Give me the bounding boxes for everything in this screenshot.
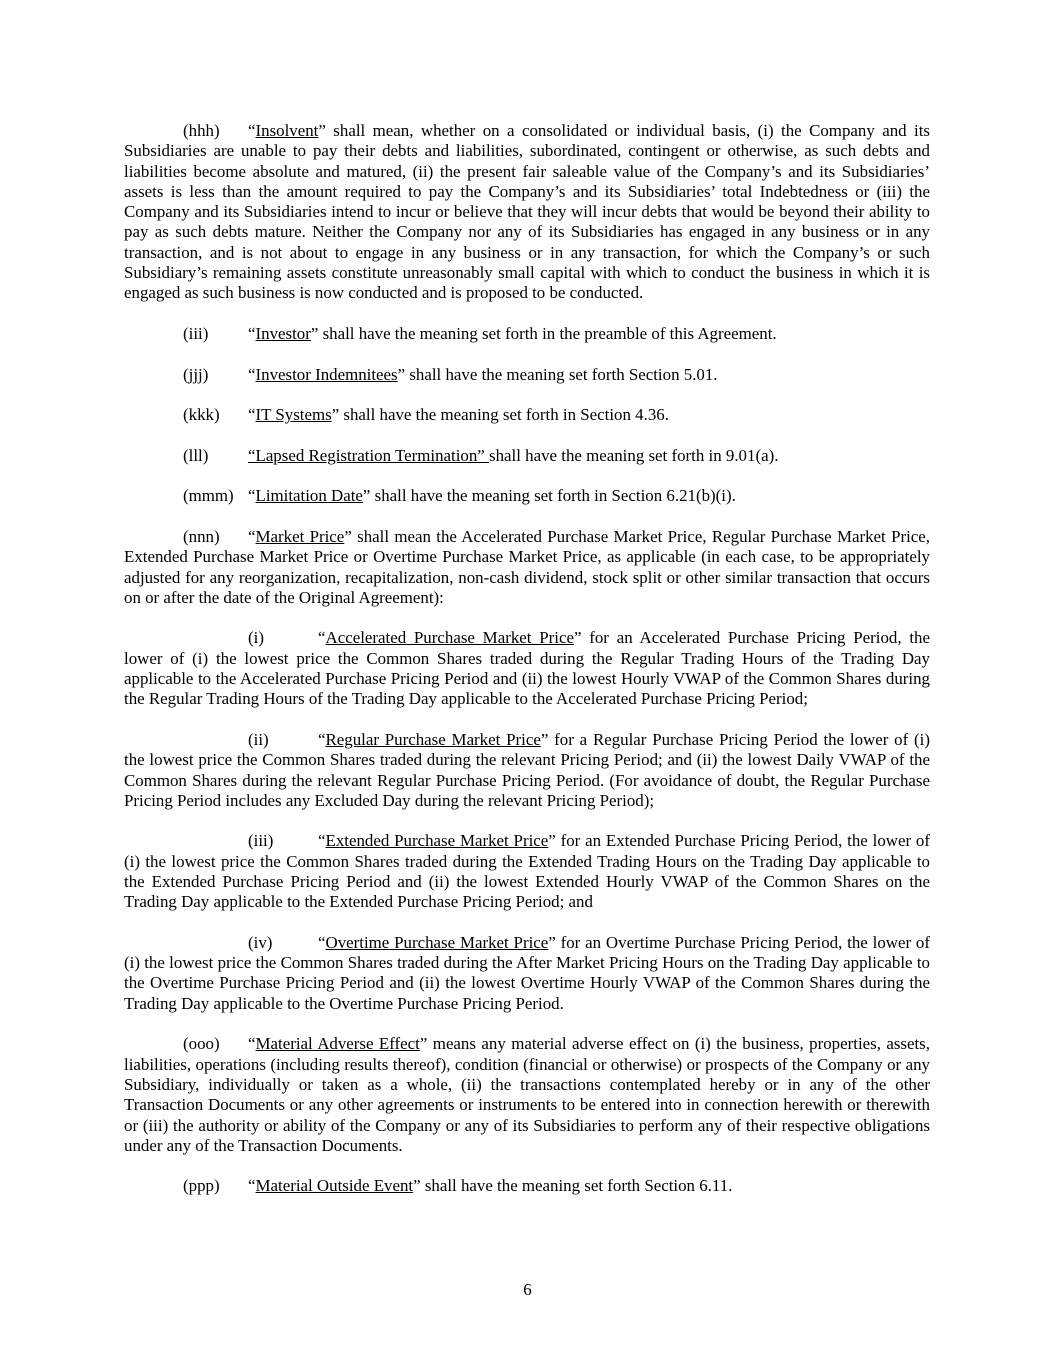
definition-label: (ppp) xyxy=(183,1176,220,1196)
definition-label: (lll) xyxy=(183,445,209,465)
open-quote: “ xyxy=(248,1034,256,1054)
definition-label: (kkk) xyxy=(183,405,220,425)
definition-mmm xyxy=(124,486,930,506)
definition-ppp xyxy=(124,1176,930,1196)
definition-kkk xyxy=(124,405,930,425)
subdefinition-iv xyxy=(124,933,930,1014)
definition-text: ” shall have the meaning set forth in Section 6.21(b)(i). xyxy=(362,486,736,506)
open-quote: “ xyxy=(248,526,256,546)
definition-label: (iii) xyxy=(183,323,209,343)
open-quote: “ xyxy=(248,405,256,425)
definition-hhh xyxy=(124,121,930,304)
definition-label: (nnn) xyxy=(183,526,220,546)
definition-label: (iii) xyxy=(248,831,274,851)
definition-text: ” for an Extended Purchase Pricing Period, the lower of (i) the lowest price the Common Shares traded during the Extended Trading Hours on the Trading Day applicable to the Extended Purchase Pricing Period and (ii) the lowest Extended Hourly VWAP of the Common Shares on the Trading Day applicable to the Extended Purchase Pricing Period; and xyxy=(124,831,931,912)
open-quote: “ xyxy=(318,729,326,749)
open-quote: “ xyxy=(248,323,256,343)
defined-term: Overtime Purchase Market Price xyxy=(325,932,549,952)
definition-text: ” shall have the meaning set forth Section 5.01. xyxy=(397,364,718,384)
definition-text: ” means any material adverse effect on (i) the business, properties, assets, liabilities, operations (including results thereof), condition (financial or otherwise) or prospects of the Company or any Subsidiary, individually or taken as a whole, (ii) the transactions contemplated hereby or in any of the other Transaction Documents or any other agreements or instruments to be entered into in connection herewith or therewith or (iii) the authority or ability of the Company or any of its Subsidiaries to perform any of their respective obligations under any of the Transaction Documents. xyxy=(124,1034,930,1155)
open-quote: “ xyxy=(318,932,326,952)
defined-term: Regular Purchase Market Price xyxy=(325,729,541,749)
open-quote: “ xyxy=(248,486,256,506)
definition-label: (ii) xyxy=(248,729,269,749)
definition-text: ” for an Accelerated Purchase Pricing Period, the lower of (i) the lowest price the Common Shares traded during the Regular Trading Hours of the Trading Day applicable to the Accelerated Purchase Pricing Period and (ii) the lowest Hourly VWAP of the Common Shares during the Regular Trading Hours of the Trading Day applicable to the Accelerated Purchase Pricing Period; xyxy=(124,628,930,709)
defined-term: “Lapsed Registration Termination” xyxy=(248,445,490,465)
defined-term: Investor xyxy=(255,323,311,343)
definition-label: (ooo) xyxy=(183,1034,220,1054)
defined-term: IT Systems xyxy=(255,405,332,425)
page-number: 6 xyxy=(523,1280,532,1299)
subdefinition-i xyxy=(124,628,930,709)
open-quote: “ xyxy=(318,831,326,851)
definition-label: (iv) xyxy=(248,932,273,952)
definition-text: ” shall have the meaning set forth Section 6.11. xyxy=(413,1176,733,1196)
definition-text: shall have the meaning set forth in 9.01(a). xyxy=(489,445,779,465)
defined-term: Investor Indemnitees xyxy=(255,364,398,384)
definition-label: (hhh) xyxy=(183,121,220,140)
defined-term: Insolvent xyxy=(255,121,319,140)
defined-term: Limitation Date xyxy=(255,486,363,506)
definition-iii xyxy=(124,324,930,344)
defined-term: Market Price xyxy=(255,526,345,546)
definition-label: (mmm) xyxy=(183,486,234,506)
definition-text: ” shall have the meaning set forth in the preamble of this Agreement. xyxy=(310,323,777,343)
open-quote: “ xyxy=(318,628,326,648)
open-quote: “ xyxy=(248,364,256,384)
open-quote: “ xyxy=(248,1176,256,1196)
defined-term: Accelerated Purchase Market Price xyxy=(325,628,574,648)
defined-term: Material Outside Event xyxy=(255,1176,414,1196)
definition-text: ” for a Regular Purchase Pricing Period the lower of (i) the lowest price the Common Shares traded during the relevant Pricing Period; and (ii) the lowest Daily VWAP of the Common Shares during the relevant Regular Purchase Pricing Period. (For avoidance of doubt, the Regular Purchase Pricing Period includes any Excluded Day during the relevant Pricing Period); xyxy=(124,729,930,810)
definition-text: ” shall mean, whether on a consolidated or individual basis, (i) the Company and its Subsidiaries are unable to pay their debts and liabilities, subordinated, contingent or otherwise, as such debts and liabilities become absolute and matured, (ii) the present fair saleable value of the Company’s and its Subsidiaries’ assets is less than the amount required to pay the Company’s and its Subsidiaries’ total Indebtedness or (iii) the Company and its Subsidiaries intend to incur or believe that they will incur debts that would be beyond their ability to pay as such debts mature. Neither the Company nor any of its Subsidiaries has engaged in any business or in any transaction, and is not about to engage in any business or in any transaction, for which the Company’s or such Subsidiary’s remaining assets constitute unreasonably small capital with which to conduct the business in which it is engaged as such business is now conducted and is proposed to be conducted. xyxy=(124,121,930,303)
definition-label: (jjj) xyxy=(183,364,209,384)
definition-ooo xyxy=(124,1034,930,1156)
definition-lll xyxy=(124,446,930,466)
definition-nnn xyxy=(124,527,930,608)
definition-label: (i) xyxy=(248,628,264,648)
definition-text: ” shall mean the Accelerated Purchase Market Price, Regular Purchase Market Price, Extended Purchase Market Price or Overtime Purchase Market Price, as applicable (in each case, to be appropriately adjusted for any reorganization, recapitalization, non-cash dividend, stock split or other similar transaction that occurs on or after the date of the Original Agreement): xyxy=(124,526,930,607)
subdefinition-ii xyxy=(124,730,930,811)
subdefinition-iii xyxy=(124,831,930,912)
definition-text: ” for an Overtime Purchase Pricing Period, the lower of (i) the lowest price the Common Shares traded during the After Market Pricing Hours on the Trading Day applicable to the Overtime Purchase Pricing Period and (ii) the lowest Overtime Hourly VWAP of the Common Shares during the Trading Day applicable to the Overtime Purchase Pricing Period. xyxy=(124,932,931,1013)
definition-jjj xyxy=(124,365,930,385)
definition-text: ” shall have the meaning set forth in Section 4.36. xyxy=(331,405,669,425)
open-quote: “ xyxy=(248,121,256,140)
defined-term: Material Adverse Effect xyxy=(255,1034,420,1054)
defined-term: Extended Purchase Market Price xyxy=(325,831,549,851)
